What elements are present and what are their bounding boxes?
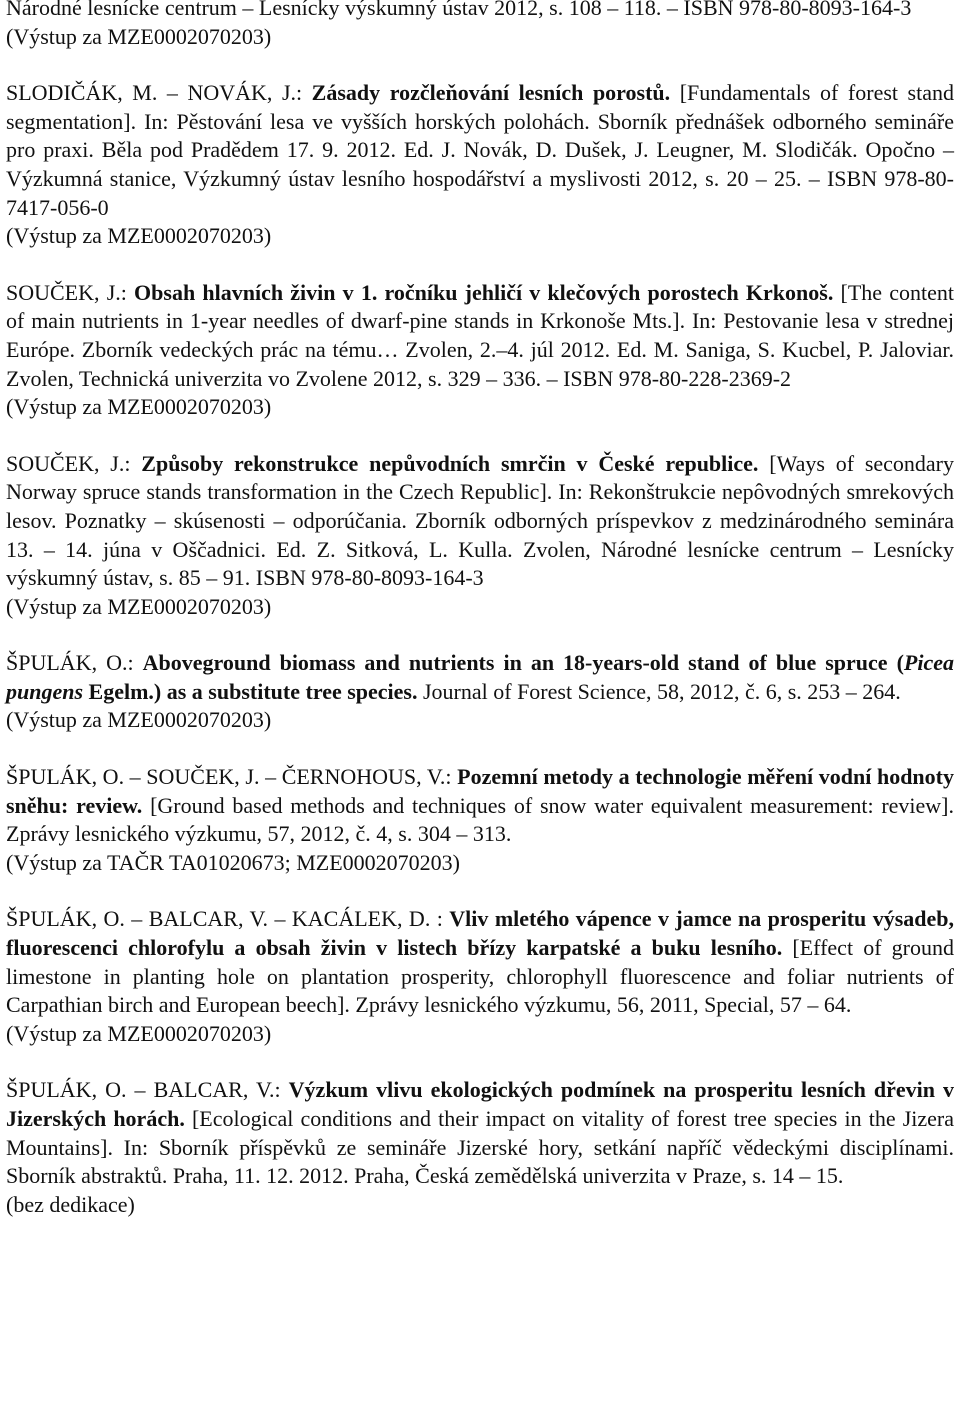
entry-title-end: Egelm.) as a substitute tree species. (83, 678, 418, 704)
entry-details: [Fundamentals of forest stand segmentation]. In: Pěstování lesa ve vyšších horských polohách. Sborník přednášek odborného semináře pro praxi. Běla pod Pradědem 17. 9. 2012. Ed. J. Novák, D. Dušek, J. Leugner, M. Slodičák. Opočno – Výzkumná stanice, Výzkumný ústav lesního hospodářství a myslivosti 2012, s. 20 – 25. – ISBN 978-80-7417-056-0 (6, 80, 954, 220)
entry-species-name: Picea pungens (6, 650, 954, 704)
entry-citation (6, 1076, 954, 1190)
entry-title: Obsah hlavních živin v 1. ročníku jehličí v klečových porostech Krkonoš. (134, 279, 834, 305)
entry-details: [Ecological conditions and their impact on vitality of forest tree species in the Jizera Mountains]. In: Sborník příspěvků ze semináře Jizerské hory, setkání napříč vědeckými disciplínami. Sborník abstraktů. Praha, 11. 12. 2012. Praha, Česká zemědělská univerzita v Praze, s. 14 – 15. (6, 1106, 955, 1189)
entry-authors: SLODIČÁK, M. – NOVÁK, J.: (6, 80, 312, 106)
publication-entry (6, 279, 954, 422)
entry-citation (6, 79, 954, 222)
entry-citation (6, 279, 954, 393)
publication-entry (6, 0, 954, 51)
entry-citation (6, 763, 954, 849)
entry-funding: (Výstup za MZE0002070203) (6, 707, 272, 733)
entry-authors: SOUČEK, J.: (6, 279, 135, 305)
entry-title: Zásady rozčleňování lesních porostů. (311, 80, 671, 106)
entry-details: [Ground based methods and techniques of snow water equivalent measurement: review]. Zprávy lesnického výzkumu, 57, 2012, č. 4, s. 304 – 313. (6, 792, 954, 847)
entry-funding: (Výstup za MZE0002070203) (6, 1020, 272, 1046)
publication-entry (6, 649, 954, 735)
entry-details: Journal of Forest Science, 58, 2012, č. 6, s. 253 – 264. (417, 678, 901, 704)
entry-authors: ŠPULÁK, O. – BALCAR, V. – KACÁLEK, D. : (6, 906, 450, 932)
entry-details: [Effect of ground limestone in planting hole on plantation prosperity, chlorophyll fluorescence and foliar nutrients of Carpathian birch and European beech]. Zprávy lesnického výzkumu, 56, 2011, Special, 57 – 64. (6, 935, 954, 1018)
entry-authors: SOUČEK, J.: (6, 450, 142, 476)
entry-funding: (Výstup za MZE0002070203) (6, 593, 272, 619)
publication-entry (6, 450, 954, 622)
entry-funding: (Výstup za MZE0002070203) (6, 223, 272, 249)
entry-details: [The content of main nutrients in 1-year needles of dwarf-pine stands in Krkonoše Mts.]. In: Pestovanie lesa v strednej Európe. Zborník vedeckých prác na tému… Zvolen, 2.–4. júl 2012. Ed. M. Saniga, S. Kucbel, P. Jaloviar. Zvolen, Technická univerzita vo Zvolene 2012, s. 329 – 336. – ISBN 978-80-228-2369-2 (6, 279, 954, 391)
entry-authors: ŠPULÁK, O. – BALCAR, V.: (6, 1077, 289, 1103)
entry-details: [Ways of secondary Norway spruce stands transformation in the Czech Republic]. In: Rekonštrukcie nepôvodných smrekových lesov. Poznatky – skúsenosti – odporúčania. Zborník odborných príspevkov z medzinárodného seminára 13. – 14. júna v Oščadnici. Ed. Z. Sitková, L. Kulla. Zvolen, Národné lesnícke centrum – Lesnícky výskumný ústav, s. 85 – 91. ISBN 978-80-8093-164-3 (6, 450, 955, 591)
entry-funding: (Výstup za MZE0002070203) (6, 394, 272, 420)
entry-citation (6, 649, 954, 706)
entry-title: Výzkum vlivu ekologických podmínek na prosperitu lesních dřevin v Jizerských horách. (6, 1077, 955, 1131)
entry-title: Způsoby rekonstrukce nepůvodních smrčin v České republice. (141, 450, 759, 476)
entry-citation (6, 450, 954, 593)
publication-entry (6, 79, 954, 251)
entry-title: Aboveground biomass and nutrients in an 18-years-old stand of blue spruce ( (142, 650, 904, 676)
entry-continuation: Národné lesnícke centrum – Lesnícky výskumný ústav 2012, s. 108 – 118. – ISBN 978-80-8093-164-3 (6, 0, 912, 20)
entry-funding: (bez dedikace) (6, 1191, 135, 1217)
entry-title: Pozemní metody a technologie měření vodní hodnoty sněhu: review. (6, 764, 954, 818)
entry-authors: ŠPULÁK, O. – SOUČEK, J. – ČERNOHOUS, V.: (6, 764, 458, 790)
publication-entry (6, 1076, 954, 1219)
entry-funding: (Výstup za TAČR TA01020673; MZE0002070203) (6, 849, 460, 875)
publication-entry (6, 763, 954, 877)
entry-citation (6, 905, 954, 1019)
entry-title: Vliv mletého vápence v jamce na prosperitu výsadeb, fluorescenci chlorofylu a obsah živin v listech břízy karpatské a buku lesního. (6, 906, 954, 961)
entry-authors: ŠPULÁK, O.: (6, 650, 143, 676)
publication-entry (6, 905, 954, 1048)
entry-funding: (Výstup za MZE0002070203) (6, 23, 272, 49)
